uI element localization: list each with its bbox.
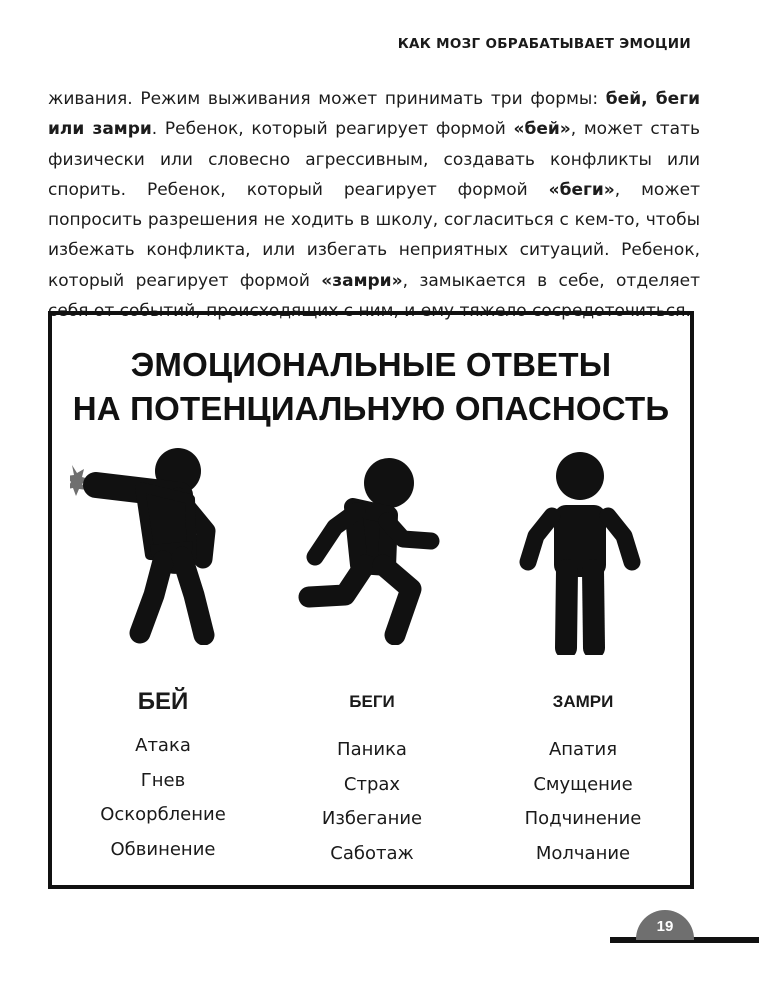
list-item: Обвинение	[110, 838, 216, 860]
list-item: Оскорбление	[100, 804, 226, 825]
list-item: Смущение	[533, 773, 633, 795]
infobox-title-line: ЭМОЦИОНАЛЬНЫЕ ОТВЕТЫ	[130, 346, 612, 383]
paragraph-bold: «замри»	[321, 270, 403, 291]
list-item: Паника	[337, 739, 407, 760]
list-item: Атака	[135, 735, 191, 756]
column-list	[63, 729, 263, 867]
list-item: Подчинение	[524, 808, 642, 829]
paragraph-bold: «бей»	[513, 119, 571, 140]
infobox-title-line: НА ПОТЕНЦИАЛЬНУЮ ОПАСНОСТЬ	[72, 390, 670, 427]
column-heading: ЗАМРИ	[552, 692, 614, 711]
paragraph-text: . Ребенок, который реагирует формой	[151, 119, 514, 140]
infobox-title	[52, 343, 690, 431]
punching-figure-icon	[70, 445, 250, 645]
page-number: 19	[636, 910, 694, 940]
list-item: Избегание	[321, 808, 423, 829]
column-list	[483, 733, 683, 871]
column-heading: БЕГИ	[349, 692, 395, 711]
list-item: Гнев	[140, 769, 186, 791]
column-flight	[272, 683, 472, 871]
column-heading: БЕЙ	[137, 688, 189, 715]
paragraph-text: , может попросить разрешения не ходить в школу, согласиться с кем-то, чтобы избежать конфликта, или избегать неприятных ситуаций. Ребенок, который реагирует формой	[48, 179, 700, 291]
running-header: КАК МОЗГ ОБРАБАТЫВАЕТ ЭМОЦИИ	[397, 36, 691, 52]
list-item: Страх	[343, 773, 401, 795]
paragraph-bold: «беги»	[548, 179, 615, 200]
list-item: Апатия	[548, 739, 618, 760]
column-list	[272, 733, 472, 871]
column-freeze	[483, 683, 683, 871]
paragraph-text: , может стать физически или словесно агрессивным, создавать конфликты или спорить. Ребенок, который реагирует формой	[48, 119, 700, 200]
paragraph-text: живания. Режим выживания может принимать три формы:	[48, 89, 606, 109]
paragraph-bold: бей, беги или замри	[48, 89, 700, 140]
list-item: Саботаж	[330, 842, 414, 864]
paragraph-text: , замыкается в себе, отделяет себя от событий, происходящих с ним, и ему тяжело сосредоточиться.	[48, 270, 700, 322]
list-item: Молчание	[535, 842, 631, 864]
body-paragraph	[48, 84, 700, 326]
running-figure-icon	[297, 455, 447, 645]
emotional-responses-infobox	[48, 311, 694, 889]
standing-figure-icon	[510, 450, 650, 655]
column-fight	[63, 683, 263, 867]
